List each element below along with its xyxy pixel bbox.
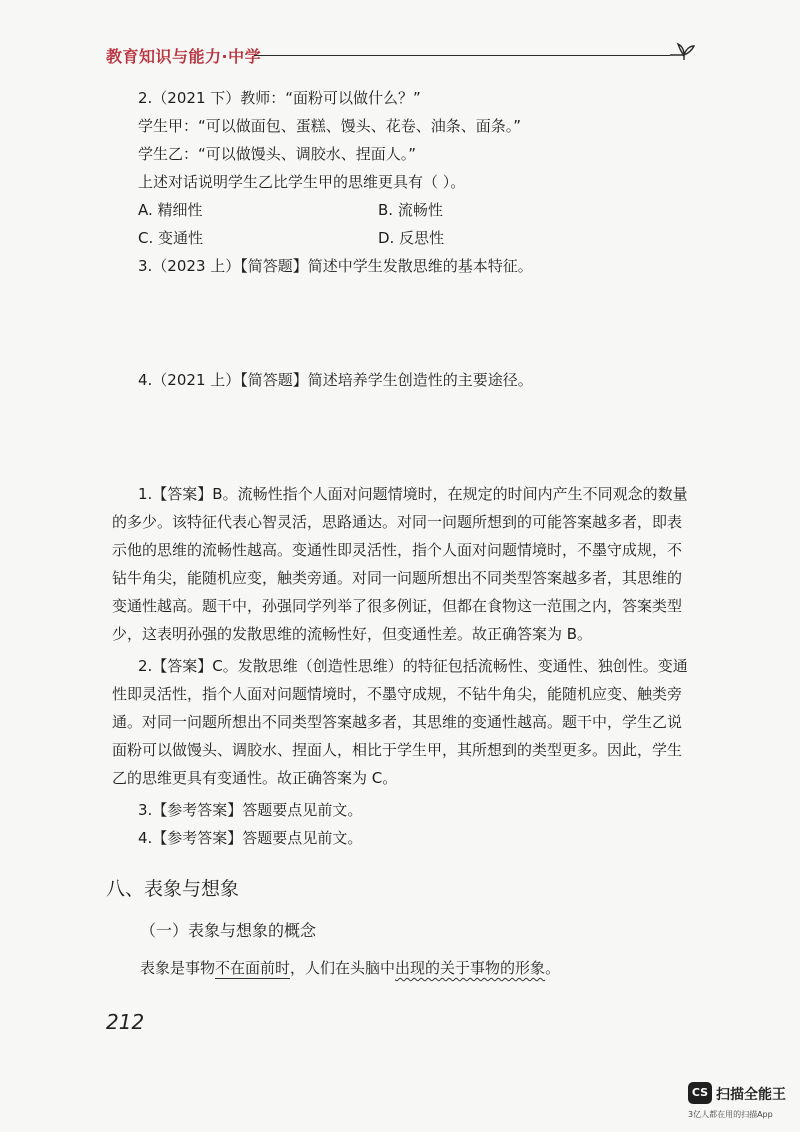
definition-text [140,958,560,978]
answer-2-line: 乙的思维更具有变通性。故正确答案为 C。 [112,769,398,787]
question-3: 3.（2023 上）【简答题】简述中学生发散思维的基本特征。 [138,257,533,275]
watermark-name: 扫描全能王 [716,1087,786,1103]
watermark-tagline: 3亿人都在用的扫描App [688,1110,773,1119]
answer-1-line: 少，这表明孙强的发散思维的流畅性好，但变通性差。故正确答案为 B。 [112,625,593,643]
question-2-ask: 上述对话说明学生乙比学生甲的思维更具有（ ）。 [138,173,466,191]
camscanner-logo: CS [688,1082,712,1104]
answer-2-line: 面粉可以做馒头、调胶水、捏面人，相比于学生甲，其所想到的类型更多。因此，学生 [112,741,683,759]
answer-1-line: 变通性越高。题干中，孙强同学列举了很多例证，但都在食物这一范围之内，答案类型 [112,597,683,615]
question-2-student-a: 学生甲：“可以做面包、蛋糕、馒头、花卷、油条、面条。” [138,117,522,135]
question-4: 4.（2021 上）【简答题】简述培养学生创造性的主要途径。 [138,371,533,389]
answer-3: 3.【参考答案】答题要点见前文。 [138,801,363,819]
sprout-icon [666,40,696,68]
definition-part: 。 [545,959,561,977]
wavy-underlined-phrase: 出现的关于事物的形象 [395,959,546,977]
answer-1-line: 1.【答案】B。流畅性指个人面对问题情境时，在规定的时间内产生不同观念的数量 [138,485,688,503]
option-d: D. 反思性 [378,229,445,247]
section-heading: 八、表象与想象 [106,878,240,900]
option-b: B. 流畅性 [378,201,443,219]
answer-1-line: 示他的思维的流畅性越高。变通性即灵活性，指个人面对问题情境时，不墨守成规，不 [112,541,683,559]
option-c: C. 变通性 [138,229,204,247]
running-header [106,40,696,70]
underlined-phrase: 不在面前时 [215,959,291,977]
scanner-watermark [688,1082,798,1122]
subsection-heading: （一）表象与想象的概念 [140,921,317,940]
answer-1-line: 钻牛角尖，能随机应变，触类旁通。对同一问题所想出不同类型答案越多者，其思维的 [112,569,683,587]
definition-part: 表象是事物 [140,959,216,977]
page-number: 212 [106,1010,145,1034]
answer-1-line: 的多少。该特征代表心智灵活，思路通达。对同一问题所想到的可能答案越多者，即表 [112,513,683,531]
answer-2-line: 通。对同一问题所想出不同类型答案越多者，其思维的变通性越高。题干中，学生乙说 [112,713,683,731]
answer-4: 4.【参考答案】答题要点见前文。 [138,829,363,847]
question-2-student-b: 学生乙：“可以做馒头、调胶水、捏面人。” [138,145,417,163]
answer-2-line: 性即灵活性，指个人面对问题情境时，不墨守成规，不钻牛角尖，能随机应变、触类旁 [112,685,683,703]
option-a: A. 精细性 [138,201,203,219]
answer-2-line: 2.【答案】C。发散思维（创造性思维）的特征包括流畅性、变通性、独创性。变通 [138,657,688,675]
definition-part: ，人们在头脑中 [290,959,396,977]
header-rule [254,55,670,56]
book-title: 教育知识与能力·中学 [106,47,262,66]
question-2-stem: 2.（2021 下）教师：“面粉可以做什么？” [138,89,421,107]
